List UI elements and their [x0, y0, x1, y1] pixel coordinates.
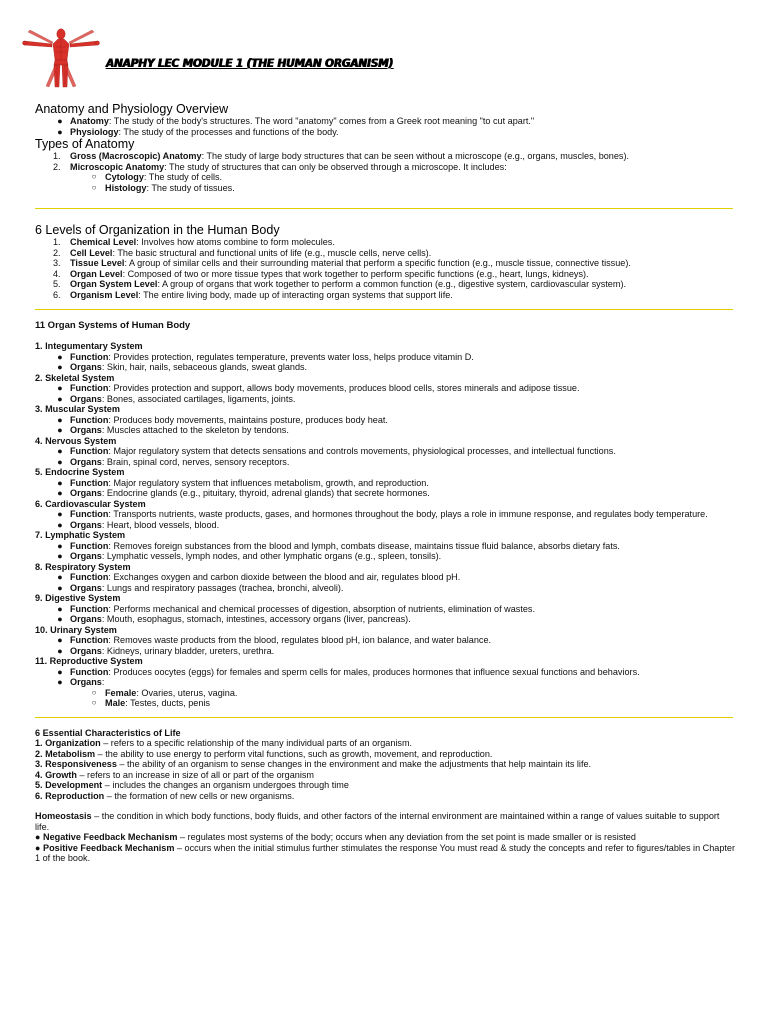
list-item: ● Organs: Lymphatic vessels, lymph nodes, and other lymphatic organs (e.g., spleen, tonsils).	[35, 551, 735, 562]
bullet-icon: ●	[57, 446, 63, 456]
list-item: ● Organs: Heart, blood vessels, blood.	[35, 520, 735, 531]
types-list	[35, 151, 735, 172]
list-item: ● Function: Major regulatory system that detects sensations and controls movements, physiological processes, and intellectual functions.	[35, 446, 735, 457]
homeostasis-section	[35, 811, 735, 864]
bullet-icon: ●	[57, 582, 63, 593]
hollow-bullet-icon: ○	[91, 172, 97, 181]
organ-systems-list	[35, 341, 735, 656]
list-item: 2. Metabolism – the ability to use energy to perform vital functions, such as growth, movement, and reproduction.	[35, 748, 493, 759]
list-item: 1. Chemical Level: Involves how atoms combine to form molecules.	[53, 237, 335, 247]
organ-system	[35, 373, 735, 405]
list-item: ● Function: Exchanges oxygen and carbon dioxide between the blood and air, regulates blood pH.	[35, 572, 735, 583]
bullet-icon: ●	[57, 551, 63, 561]
list-item: ● Organs:	[35, 677, 735, 688]
organ-system	[35, 499, 735, 531]
list-item: ● Organs: Bones, associated cartilages, ligaments, joints.	[35, 394, 735, 405]
section-heading-levels: 6 Levels of Organization in the Human Body	[35, 223, 280, 237]
section-heading-systems: 11 Organ Systems of Human Body	[35, 320, 191, 331]
list-item: ● Organs: Lungs and respiratory passages (trachea, bronchi, alveoli).	[35, 583, 735, 594]
bullet-icon: ●	[57, 572, 63, 582]
list-item: ● Organs: Endocrine glands (e.g., pituitary, thyroid, adrenal glands) that secrete hormones.	[35, 488, 735, 499]
bullet-icon: ●	[57, 540, 63, 551]
section-heading-life: 6 Essential Characteristics of Life	[35, 727, 181, 738]
list-item: ● Function: Provides protection and support, allows body movements, produces blood cells, stores minerals and adipose tissue.	[35, 383, 735, 394]
organ-system	[35, 341, 735, 373]
list-item: ○ Cytology: The study of cells.	[35, 172, 735, 183]
organ-system-name: 11. Reproductive System	[35, 656, 143, 666]
organ-system	[35, 530, 735, 562]
organ-system-name: 6. Cardiovascular System	[35, 498, 146, 509]
list-item: ● Organs: Muscles attached to the skeleton by tendons.	[35, 425, 735, 436]
organ-system-name: 8. Respiratory System	[35, 561, 131, 572]
list-item: 5. Development – includes the changes an organism undergoes through time	[35, 780, 349, 790]
list-item: ● Physiology: The study of the processes and functions of the body.	[35, 127, 735, 138]
homeostasis-definition: Homeostasis – the condition in which body functions, body fluids, and other factors of the internal environment are maintained within a range of values suitable to support life.	[35, 811, 720, 832]
list-item: ● Function: Removes foreign substances from the blood and lymph, combats disease, maintains tissue fluid balance, absorbs dietary fats.	[35, 541, 735, 552]
organ-system-name: 9. Digestive System	[35, 593, 121, 603]
types-sublist	[35, 172, 735, 193]
bullet-icon: ●	[57, 614, 63, 624]
human-anatomy-figure-icon	[22, 27, 100, 89]
bullet-icon: ●	[57, 351, 63, 362]
list-item: ○ Histology: The study of tissues.	[35, 183, 735, 194]
organ-system-name: 4. Nervous System	[35, 435, 117, 446]
list-item: ● Function: Provides protection, regulates temperature, prevents water loss, helps produce vitamin D.	[35, 352, 735, 363]
bullet-icon: ●	[57, 126, 63, 137]
hollow-bullet-icon: ○	[91, 182, 97, 192]
document-body	[35, 102, 735, 864]
list-item: 2. Microscopic Anatomy: The study of structures that can only be observed through a microscope. It includes:	[53, 161, 507, 172]
section-heading-overview: Anatomy and Physiology Overview	[35, 102, 229, 116]
bullet-icon: ●	[57, 362, 63, 372]
list-item: ● Organs: Brain, spinal cord, nerves, sensory receptors.	[35, 457, 735, 468]
organ-system-name: 3. Muscular System	[35, 404, 120, 414]
overview-list	[35, 116, 735, 137]
list-item: 6. Organism Level: The entire living body, made up of interacting organ systems that support life.	[53, 289, 453, 300]
list-item: ● Anatomy: The study of the body's structures. The word "anatomy" comes from a Greek root meaning "to cut apart."	[35, 116, 735, 127]
list-item: ● Function: Produces oocytes (eggs) for females and sperm cells for males, produces hormones that influence sexual functions and behaviors.	[35, 667, 735, 678]
bullet-icon: ●	[57, 425, 63, 435]
organ-system	[35, 404, 735, 436]
positive-feedback: ● Positive Feedback Mechanism – occurs when the initial stimulus further stimulates the response You must read & study the concepts and refer to figures/tables in Chapter 1 of the book.	[35, 842, 736, 863]
list-item: 4. Growth – refers to an increase in size of all or part of the organism	[35, 769, 314, 780]
document-title: ANAPHY LEC MODULE 1 (THE HUMAN ORGANISM)	[106, 56, 394, 70]
bullet-icon: ●	[57, 456, 63, 467]
list-item: 1. Gross (Macroscopic) Anatomy: The study of large body structures that can be seen without a microscope (e.g., organs, muscles, bones).	[53, 151, 630, 161]
bullet-icon: ●	[57, 488, 63, 498]
list-item: ○ Female: Ovaries, uterus, vagina.	[35, 688, 735, 699]
organ-system-name: 5. Endocrine System	[35, 467, 125, 477]
bullet-icon: ●	[57, 414, 63, 425]
list-item: ○ Male: Testes, ducts, penis	[35, 698, 735, 709]
bullet-icon: ●	[57, 677, 63, 687]
organ-system-name: 7. Lymphatic System	[35, 530, 126, 540]
list-item: ● Function: Transports nutrients, waste products, gases, and hormones throughout the body, plays a role in immune response, and regulates body temperature.	[35, 509, 735, 520]
hollow-bullet-icon: ○	[91, 698, 97, 707]
organ-system	[35, 562, 735, 594]
document-header	[22, 27, 742, 89]
section-heading-types: Types of Anatomy	[35, 137, 135, 151]
bullet-icon: ●	[57, 477, 63, 488]
bullet-icon: ●	[57, 666, 63, 677]
bullet-icon: ●	[57, 383, 63, 393]
bullet-icon: ●	[57, 393, 63, 404]
life-characteristics-list	[35, 738, 735, 801]
list-item: 3. Tissue Level: A group of similar cells and their surrounding material that perform a specific function (e.g., muscle tissue, connective tissue).	[53, 258, 631, 268]
list-item: ● Function: Major regulatory system that influences metabolism, growth, and reproduction.	[35, 478, 735, 489]
organ-system-name: 1. Integumentary System	[35, 341, 143, 351]
bullet-icon: ●	[57, 603, 63, 614]
bullet-icon: ●	[57, 509, 63, 519]
bullet-icon: ●	[57, 116, 63, 126]
hollow-bullet-icon: ○	[91, 687, 97, 697]
organ-system	[35, 625, 735, 657]
list-item: ● Function: Produces body movements, maintains posture, produces body heat.	[35, 415, 735, 426]
negative-feedback: ● Negative Feedback Mechanism – regulates most systems of the body; occurs when any deviation from the set point is made smaller or is resisted	[35, 832, 636, 842]
bullet-icon: ●	[57, 645, 63, 656]
organ-system	[35, 467, 735, 499]
organ-system-name: 2. Skeletal System	[35, 372, 115, 383]
bullet-icon: ●	[57, 635, 63, 645]
organ-system-reproductive	[35, 656, 735, 709]
bullet-icon: ●	[57, 519, 63, 530]
levels-list	[35, 237, 735, 300]
list-item: ● Organs: Mouth, esophagus, stomach, intestines, accessory organs (liver, pancreas).	[35, 614, 735, 625]
list-item: 4. Organ Level: Composed of two or more tissue types that work together to perform specific functions (e.g., heart, lungs, kidneys).	[53, 268, 589, 279]
list-item: 1. Organization – refers to a specific relationship of the many individual parts of an organism.	[35, 738, 413, 748]
list-item: ● Organs: Skin, hair, nails, sebaceous glands, sweat glands.	[35, 362, 735, 373]
list-item: ● Organs: Kidneys, urinary bladder, ureters, urethra.	[35, 646, 735, 657]
list-item: 2. Cell Level: The basic structural and functional units of life (e.g., muscle cells, nerve cells).	[53, 247, 432, 258]
list-item: 6. Reproduction – the formation of new cells or new organisms.	[35, 790, 295, 801]
list-item: ● Function: Removes waste products from the blood, regulates blood pH, ion balance, and water balance.	[35, 635, 735, 646]
list-item: 3. Responsiveness – the ability of an organism to sense changes in the environment and make the adjustments that help maintain its life.	[35, 759, 592, 769]
organ-system	[35, 436, 735, 468]
organ-system	[35, 593, 735, 625]
list-item: ● Function: Performs mechanical and chemical processes of digestion, absorption of nutrients, elimination of wastes.	[35, 604, 735, 615]
organ-system-name: 10. Urinary System	[35, 624, 117, 635]
list-item: 5. Organ System Level: A group of organs that work together to perform a common function (e.g., digestive system, cardiovascular system).	[53, 279, 626, 289]
